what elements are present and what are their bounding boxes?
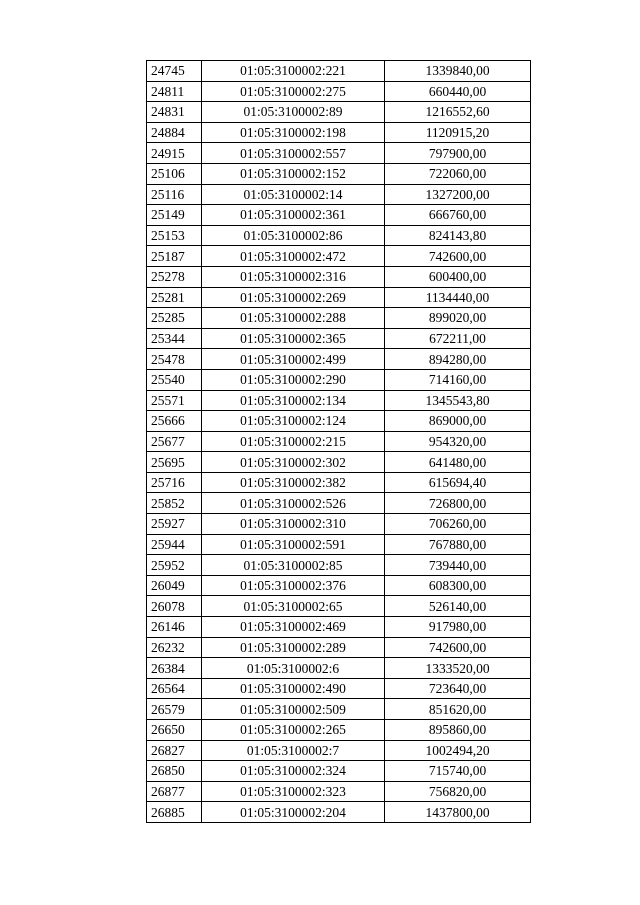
value-cell: 722060,00 bbox=[385, 163, 531, 184]
table-row bbox=[147, 225, 531, 246]
table-row bbox=[147, 575, 531, 596]
value-cell: 742600,00 bbox=[385, 637, 531, 658]
cadastral-number-cell: 01:05:3100002:382 bbox=[202, 472, 385, 493]
cadastral-number-cell: 01:05:3100002:490 bbox=[202, 678, 385, 699]
row-number-cell: 26650 bbox=[147, 720, 202, 741]
table-row bbox=[147, 61, 531, 82]
row-number-cell: 25952 bbox=[147, 555, 202, 576]
row-number-cell: 25153 bbox=[147, 225, 202, 246]
table-row bbox=[147, 184, 531, 205]
cadastral-number-cell: 01:05:3100002:361 bbox=[202, 205, 385, 226]
row-number-cell: 26049 bbox=[147, 575, 202, 596]
cadastral-number-cell: 01:05:3100002:302 bbox=[202, 452, 385, 473]
cadastral-number-cell: 01:05:3100002:86 bbox=[202, 225, 385, 246]
row-number-cell: 26877 bbox=[147, 781, 202, 802]
value-cell: 726800,00 bbox=[385, 493, 531, 514]
row-number-cell: 26827 bbox=[147, 740, 202, 761]
row-number-cell: 25281 bbox=[147, 287, 202, 308]
row-number-cell: 25116 bbox=[147, 184, 202, 205]
cadastral-number-cell: 01:05:3100002:288 bbox=[202, 308, 385, 329]
cadastral-number-cell: 01:05:3100002:469 bbox=[202, 617, 385, 638]
row-number-cell: 25278 bbox=[147, 266, 202, 287]
table-row bbox=[147, 761, 531, 782]
value-cell: 895860,00 bbox=[385, 720, 531, 741]
cadastral-number-cell: 01:05:3100002:591 bbox=[202, 534, 385, 555]
row-number-cell: 24884 bbox=[147, 122, 202, 143]
row-number-cell: 25478 bbox=[147, 349, 202, 370]
table-row bbox=[147, 81, 531, 102]
table-row bbox=[147, 452, 531, 473]
row-number-cell: 25666 bbox=[147, 411, 202, 432]
cadastral-number-cell: 01:05:3100002:472 bbox=[202, 246, 385, 267]
table-row bbox=[147, 102, 531, 123]
cadastral-number-cell: 01:05:3100002:134 bbox=[202, 390, 385, 411]
row-number-cell: 24745 bbox=[147, 61, 202, 82]
row-number-cell: 25344 bbox=[147, 328, 202, 349]
value-cell: 894280,00 bbox=[385, 349, 531, 370]
table-row bbox=[147, 637, 531, 658]
row-number-cell: 25285 bbox=[147, 308, 202, 329]
value-cell: 767880,00 bbox=[385, 534, 531, 555]
cadastral-number-cell: 01:05:3100002:7 bbox=[202, 740, 385, 761]
cadastral-number-cell: 01:05:3100002:152 bbox=[202, 163, 385, 184]
cadastral-number-cell: 01:05:3100002:526 bbox=[202, 493, 385, 514]
table-body bbox=[147, 61, 531, 823]
value-cell: 641480,00 bbox=[385, 452, 531, 473]
row-number-cell: 25149 bbox=[147, 205, 202, 226]
cadastral-number-cell: 01:05:3100002:6 bbox=[202, 658, 385, 679]
cadastral-number-cell: 01:05:3100002:14 bbox=[202, 184, 385, 205]
row-number-cell: 25852 bbox=[147, 493, 202, 514]
table-row bbox=[147, 431, 531, 452]
row-number-cell: 25927 bbox=[147, 514, 202, 535]
cadastral-number-cell: 01:05:3100002:198 bbox=[202, 122, 385, 143]
value-cell: 1216552,60 bbox=[385, 102, 531, 123]
table-row bbox=[147, 287, 531, 308]
cadastral-number-cell: 01:05:3100002:290 bbox=[202, 369, 385, 390]
row-number-cell: 26384 bbox=[147, 658, 202, 679]
cadastral-number-cell: 01:05:3100002:265 bbox=[202, 720, 385, 741]
row-number-cell: 26146 bbox=[147, 617, 202, 638]
cadastral-number-cell: 01:05:3100002:376 bbox=[202, 575, 385, 596]
cadastral-number-cell: 01:05:3100002:65 bbox=[202, 596, 385, 617]
cadastral-number-cell: 01:05:3100002:204 bbox=[202, 802, 385, 823]
table-row bbox=[147, 328, 531, 349]
row-number-cell: 25677 bbox=[147, 431, 202, 452]
value-cell: 756820,00 bbox=[385, 781, 531, 802]
row-number-cell: 26850 bbox=[147, 761, 202, 782]
table-row bbox=[147, 246, 531, 267]
value-cell: 723640,00 bbox=[385, 678, 531, 699]
value-cell: 615694,40 bbox=[385, 472, 531, 493]
cadastral-number-cell: 01:05:3100002:124 bbox=[202, 411, 385, 432]
cadastral-number-cell: 01:05:3100002:269 bbox=[202, 287, 385, 308]
value-cell: 715740,00 bbox=[385, 761, 531, 782]
table-row bbox=[147, 699, 531, 720]
table-row bbox=[147, 411, 531, 432]
cadastral-number-cell: 01:05:3100002:323 bbox=[202, 781, 385, 802]
table-row bbox=[147, 555, 531, 576]
value-cell: 869000,00 bbox=[385, 411, 531, 432]
cadastral-number-cell: 01:05:3100002:324 bbox=[202, 761, 385, 782]
row-number-cell: 24831 bbox=[147, 102, 202, 123]
table-row bbox=[147, 308, 531, 329]
row-number-cell: 26579 bbox=[147, 699, 202, 720]
row-number-cell: 24811 bbox=[147, 81, 202, 102]
cadastral-number-cell: 01:05:3100002:365 bbox=[202, 328, 385, 349]
row-number-cell: 25106 bbox=[147, 163, 202, 184]
row-number-cell: 26232 bbox=[147, 637, 202, 658]
cadastral-number-cell: 01:05:3100002:509 bbox=[202, 699, 385, 720]
table-row bbox=[147, 617, 531, 638]
value-cell: 797900,00 bbox=[385, 143, 531, 164]
table-row bbox=[147, 205, 531, 226]
table-row bbox=[147, 349, 531, 370]
value-cell: 1120915,20 bbox=[385, 122, 531, 143]
value-cell: 917980,00 bbox=[385, 617, 531, 638]
table-row bbox=[147, 720, 531, 741]
value-cell: 608300,00 bbox=[385, 575, 531, 596]
table-row bbox=[147, 740, 531, 761]
row-number-cell: 25695 bbox=[147, 452, 202, 473]
row-number-cell: 25540 bbox=[147, 369, 202, 390]
table-row bbox=[147, 781, 531, 802]
value-cell: 739440,00 bbox=[385, 555, 531, 576]
table-row bbox=[147, 534, 531, 555]
row-number-cell: 25571 bbox=[147, 390, 202, 411]
table-row bbox=[147, 163, 531, 184]
table-row bbox=[147, 802, 531, 823]
value-cell: 1134440,00 bbox=[385, 287, 531, 308]
table-row bbox=[147, 493, 531, 514]
value-cell: 1333520,00 bbox=[385, 658, 531, 679]
cadastral-number-cell: 01:05:3100002:215 bbox=[202, 431, 385, 452]
row-number-cell: 25716 bbox=[147, 472, 202, 493]
value-cell: 851620,00 bbox=[385, 699, 531, 720]
value-cell: 899020,00 bbox=[385, 308, 531, 329]
value-cell: 824143,80 bbox=[385, 225, 531, 246]
value-cell: 660440,00 bbox=[385, 81, 531, 102]
table-row bbox=[147, 122, 531, 143]
table-row bbox=[147, 472, 531, 493]
value-cell: 526140,00 bbox=[385, 596, 531, 617]
table-row bbox=[147, 143, 531, 164]
value-cell: 1327200,00 bbox=[385, 184, 531, 205]
value-cell: 1437800,00 bbox=[385, 802, 531, 823]
value-cell: 600400,00 bbox=[385, 266, 531, 287]
value-cell: 1345543,80 bbox=[385, 390, 531, 411]
row-number-cell: 26885 bbox=[147, 802, 202, 823]
cadastral-number-cell: 01:05:3100002:316 bbox=[202, 266, 385, 287]
cadastral-number-cell: 01:05:3100002:289 bbox=[202, 637, 385, 658]
cadastral-number-cell: 01:05:3100002:557 bbox=[202, 143, 385, 164]
value-cell: 1002494,20 bbox=[385, 740, 531, 761]
table-row bbox=[147, 369, 531, 390]
value-cell: 954320,00 bbox=[385, 431, 531, 452]
value-cell: 714160,00 bbox=[385, 369, 531, 390]
value-cell: 742600,00 bbox=[385, 246, 531, 267]
row-number-cell: 24915 bbox=[147, 143, 202, 164]
table-row bbox=[147, 514, 531, 535]
value-cell: 672211,00 bbox=[385, 328, 531, 349]
row-number-cell: 25944 bbox=[147, 534, 202, 555]
value-cell: 666760,00 bbox=[385, 205, 531, 226]
table-row bbox=[147, 596, 531, 617]
cadastral-number-cell: 01:05:3100002:310 bbox=[202, 514, 385, 535]
row-number-cell: 25187 bbox=[147, 246, 202, 267]
table-row bbox=[147, 658, 531, 679]
row-number-cell: 26564 bbox=[147, 678, 202, 699]
cadastral-number-cell: 01:05:3100002:499 bbox=[202, 349, 385, 370]
cadastral-number-cell: 01:05:3100002:85 bbox=[202, 555, 385, 576]
cadastral-value-table bbox=[146, 60, 531, 823]
table-row bbox=[147, 266, 531, 287]
table-row bbox=[147, 390, 531, 411]
cadastral-number-cell: 01:05:3100002:275 bbox=[202, 81, 385, 102]
value-cell: 706260,00 bbox=[385, 514, 531, 535]
value-cell: 1339840,00 bbox=[385, 61, 531, 82]
cadastral-number-cell: 01:05:3100002:221 bbox=[202, 61, 385, 82]
cadastral-number-cell: 01:05:3100002:89 bbox=[202, 102, 385, 123]
table-row bbox=[147, 678, 531, 699]
row-number-cell: 26078 bbox=[147, 596, 202, 617]
